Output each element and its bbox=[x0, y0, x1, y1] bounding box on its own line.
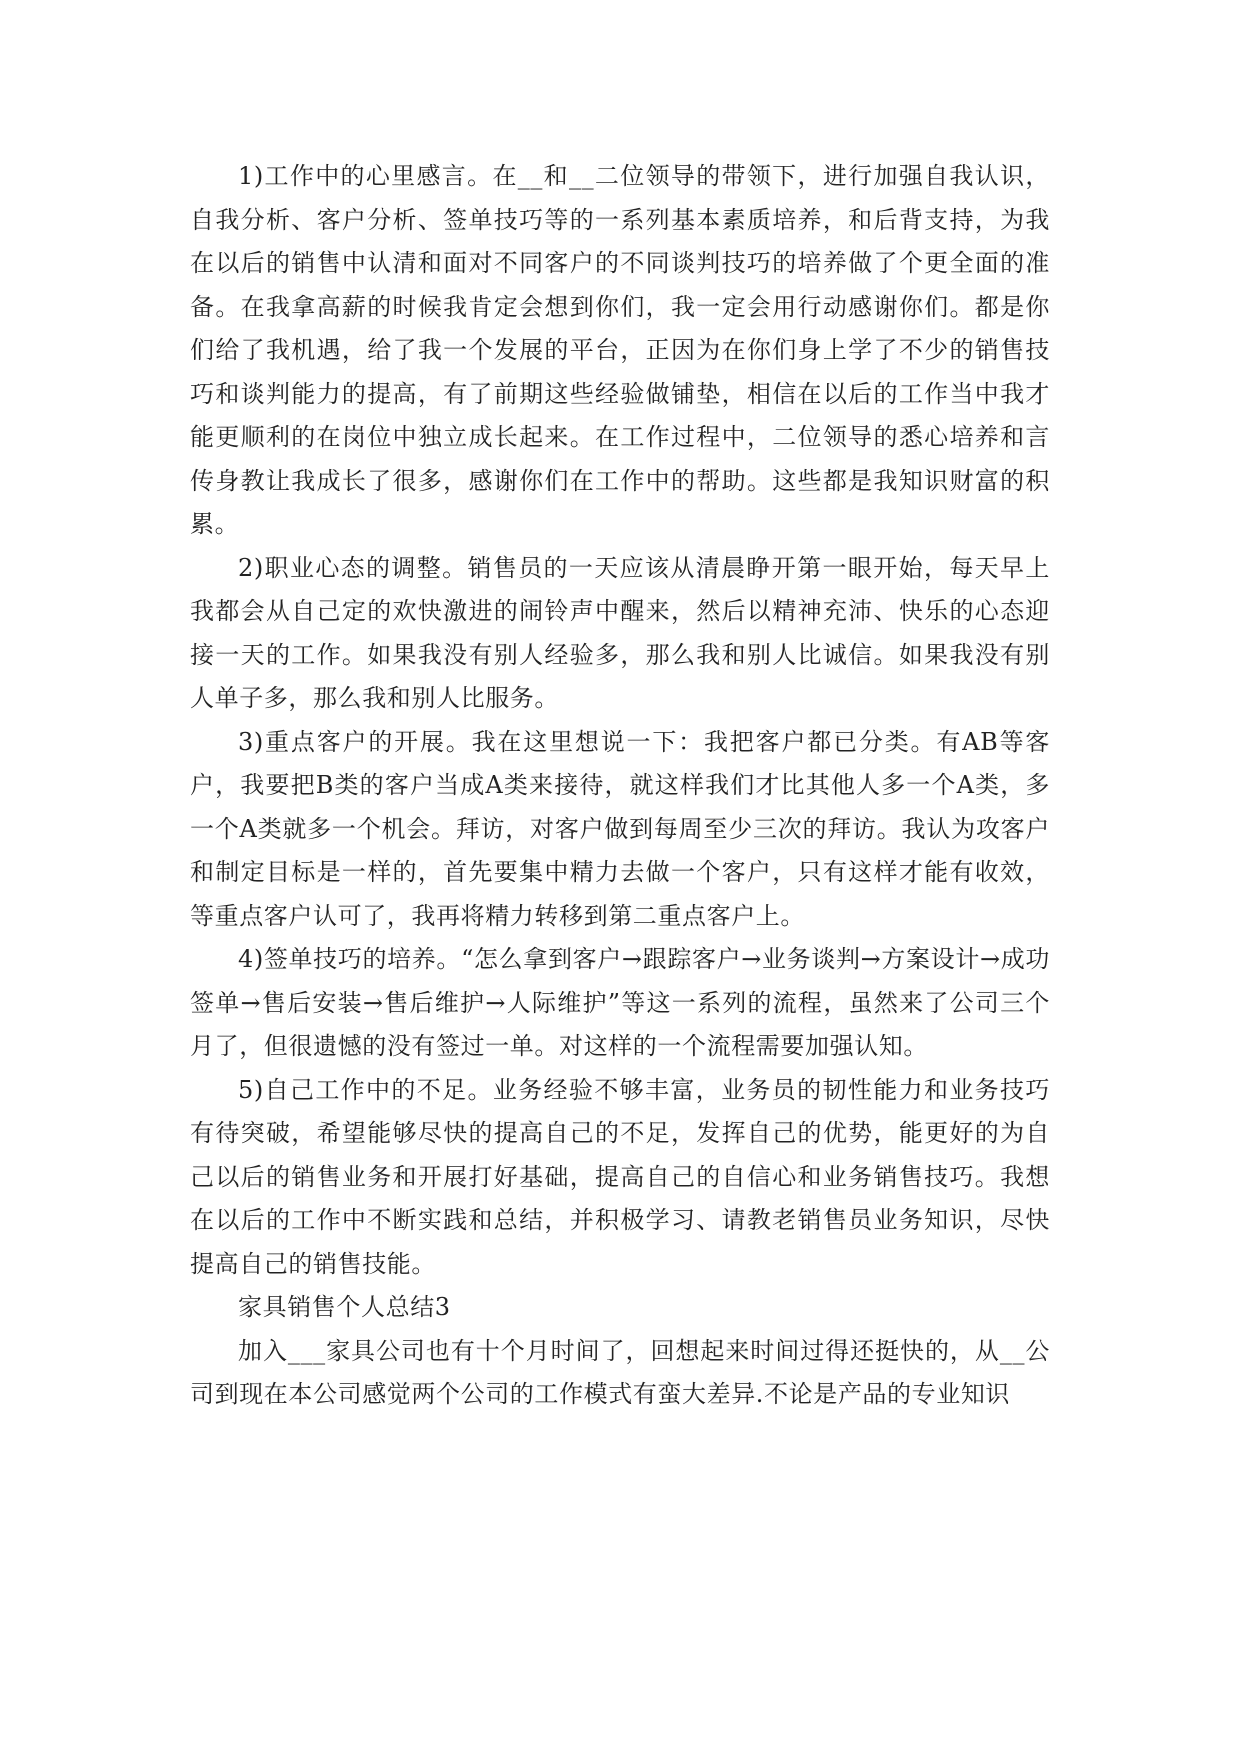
paragraph-2: 2)职业心态的调整。销售员的一天应该从清晨睁开第一眼开始，每天早上我都会从自己定的欢快激进的闹铃声中醒来，然后以精神充沛、快乐的心态迎接一天的工作。如果我没有别人经验多，那么我和别人比诚信。如果我没有别人单子多，那么我和别人比服务。 bbox=[190, 553, 1050, 712]
paragraph-4: 4)签单技巧的培养。“怎么拿到客户→跟踪客户→业务谈判→方案设计→成功签单→售后安装→售后维护→人际维护”等这一系列的流程，虽然来了公司三个月了，但很遗憾的没有签过一单。对这样的一个流程需要加强认知。 bbox=[190, 945, 1050, 1060]
section-title: 家具销售个人总结3 bbox=[238, 1293, 451, 1321]
paragraph-last: 加入___家具公司也有十个月时间了，回想起来时间过得还挺快的，从__公司到现在本公司感觉两个公司的工作模式有蛮大差异.不论是产品的专业知识 bbox=[190, 1336, 1050, 1408]
paragraph-1: 1)工作中的心里感言。在__和__二位领导的带领下，进行加强自我认识，自我分析、客户分析、签单技巧等的一系列基本素质培养，和后背支持，为我在以后的销售中认清和面对不同客户的不同谈判技巧的培养做了个更全面的准备。在我拿高薪的时候我肯定会想到你们，我一定会用行动感谢你们。都是你们给了我机遇，给了我一个发展的平台，正因为在你们身上学了不少的销售技巧和谈判能力的提高，有了前期这些经验做铺垫，相信在以后的工作当中我才能更顺利的在岗位中独立成长起来。在工作过程中，二位领导的悉心培养和言传身教让我成长了很多，感谢你们在工作中的帮助。这些都是我知识财富的积累。 bbox=[190, 162, 1050, 538]
document-body bbox=[190, 155, 1050, 1417]
paragraph-3: 3)重点客户的开展。我在这里想说一下：我把客户都已分类。有AB等客户，我要把B类的客户当成A类来接待，就这样我们才比其他人多一个A类，多一个A类就多一个机会。拜访，对客户做到每周至少三次的拜访。我认为攻客户和制定目标是一样的，首先要集中精力去做一个客户，只有这样才能有收效，等重点客户认可了，我再将精力转移到第二重点客户上。 bbox=[190, 727, 1050, 930]
paragraph-5: 5)自己工作中的不足。业务经验不够丰富，业务员的韧性能力和业务技巧有待突破，希望能够尽快的提高自己的不足，发挥自己的优势，能更好的为自己以后的销售业务和开展打好基础，提高自己的自信心和业务销售技巧。我想在以后的工作中不断实践和总结，并积极学习、请教老销售员业务知识，尽快提高自己的销售技能。 bbox=[190, 1075, 1050, 1278]
